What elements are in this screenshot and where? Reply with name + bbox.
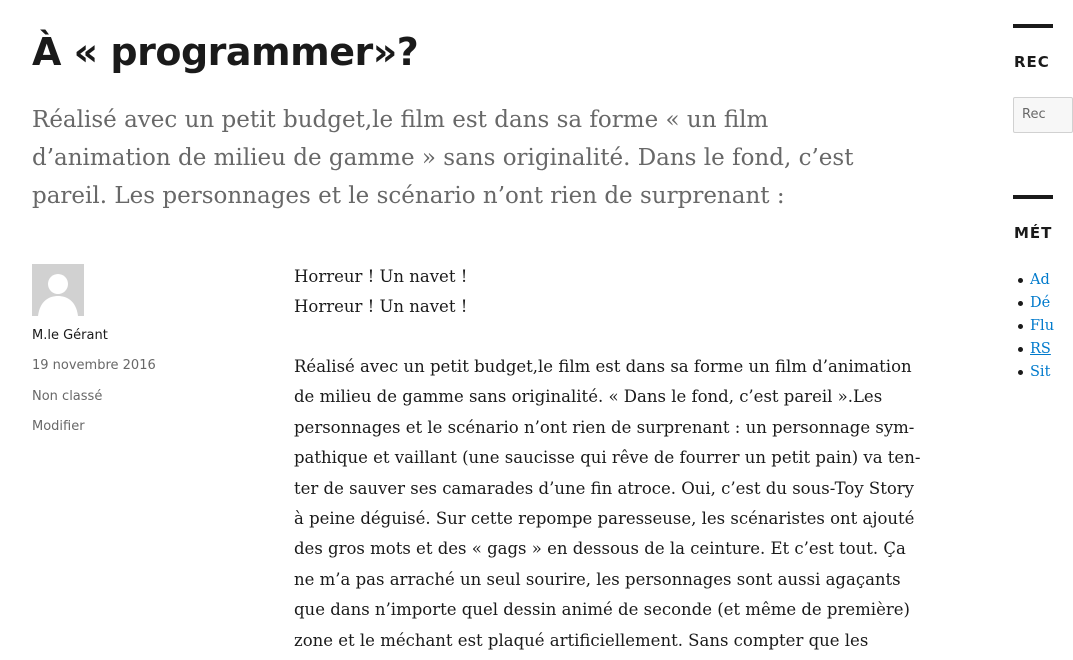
search-widget-title: REC <box>1014 53 1050 71</box>
edit-post-link[interactable]: Modifier <box>32 419 85 434</box>
post-title: À « programmer»? <box>32 30 419 74</box>
content-paragraph-line: Réalisé avec un petit budget,le film est dans sa forme un film d’animation <box>294 357 912 376</box>
meta-list-item[interactable] <box>1014 269 1054 292</box>
meta-list-item[interactable] <box>1014 361 1054 384</box>
summary-line: pareil. Les personnages et le scénario n’ont rien de surprenant : <box>32 183 785 209</box>
bullet-icon <box>1018 278 1023 283</box>
meta-link-logout[interactable]: Dé <box>1030 295 1051 311</box>
search-input[interactable]: Rec <box>1013 97 1073 133</box>
post-summary <box>32 101 962 215</box>
meta-link-admin[interactable]: Ad <box>1030 272 1050 288</box>
post-author-link[interactable]: M.le Gérant <box>32 328 108 343</box>
content-intro-line: Horreur ! Un navet ! <box>294 267 468 286</box>
bullet-icon <box>1018 324 1023 329</box>
meta-list-item[interactable] <box>1014 292 1054 315</box>
meta-widget-divider <box>1013 195 1053 199</box>
content-paragraph-line: personnages et le scénario n’ont rien de surprenant : un personnage sym- <box>294 417 915 437</box>
post-content <box>294 262 954 656</box>
summary-line: d’animation de milieu de gamme » sans originalité. Dans le fond, c’est <box>32 145 854 171</box>
content-paragraph-line: ne m’a pas arraché un seul sourire, les personnages sont aussi agaçants <box>294 569 901 589</box>
content-paragraph-line: ter de sauver ses camarades d’une fin atroce. Oui, c’est du sous-Toy Story <box>294 478 914 498</box>
content-paragraph-line: pathique et vaillant (une saucisse qui rêve de fourrer un petit pain) va ten- <box>294 448 921 468</box>
content-paragraph-line: des gros mots et des « gags » en dessous de la ceinture. Et c’est tout. Ça <box>294 539 906 559</box>
meta-link-rss[interactable]: RS <box>1030 341 1051 357</box>
author-avatar[interactable] <box>32 264 84 316</box>
post-category-link[interactable]: Non classé <box>32 389 103 404</box>
meta-link-feed[interactable]: Flu <box>1030 318 1055 334</box>
meta-list-item[interactable] <box>1014 338 1054 361</box>
bullet-icon <box>1018 301 1023 306</box>
meta-widget-list <box>1014 269 1054 384</box>
meta-list-item[interactable] <box>1014 315 1054 338</box>
default-avatar-icon <box>32 264 84 316</box>
bullet-icon <box>1018 347 1023 352</box>
paragraph-spacer <box>294 322 954 352</box>
content-paragraph-line: de milieu de gamme sans originalité. « Dans le fond, c’est pareil ».Les <box>294 387 883 407</box>
content-paragraph-line: zone et le méchant est plaqué artificiellement. Sans compter que les <box>294 630 869 650</box>
meta-widget-title: MÉT <box>1014 224 1053 242</box>
content-intro-line: Horreur ! Un navet ! <box>294 297 468 316</box>
content-paragraph-line: à peine déguisé. Sur cette repompe paresseuse, les scénaristes ont ajouté <box>294 509 915 529</box>
search-widget-divider <box>1013 24 1053 28</box>
content-paragraph-line: que dans n’importe quel dessin animé de seconde (et même de première) <box>294 600 910 620</box>
summary-line: Réalisé avec un petit budget,le film est dans sa forme « un film <box>32 107 769 133</box>
post-date-link[interactable]: 19 novembre 2016 <box>32 358 156 373</box>
meta-link-site[interactable]: Sit <box>1030 364 1051 380</box>
bullet-icon <box>1018 370 1023 375</box>
